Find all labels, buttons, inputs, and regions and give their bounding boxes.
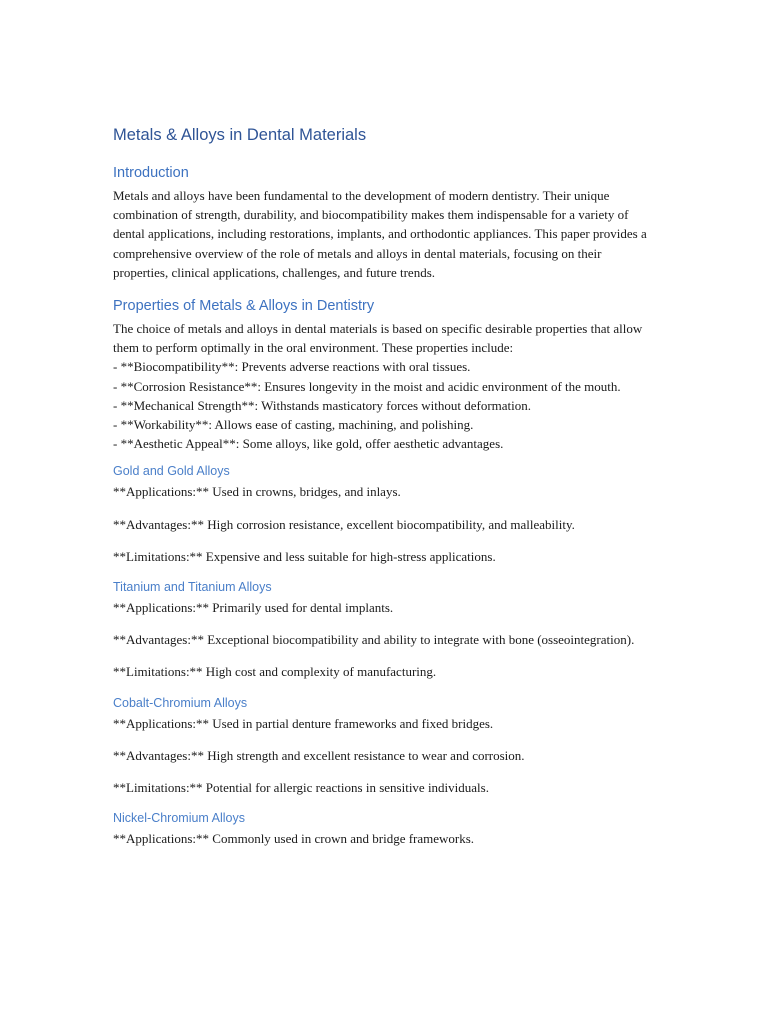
alloy-applications: **Applications:** Commonly used in crown and bridge frameworks. <box>113 831 475 847</box>
alloy-applications: **Applications:** Used in crowns, bridges, and inlays. <box>113 484 401 500</box>
heading-gold-alloys: Gold and Gold Alloys <box>113 464 230 479</box>
property-item: - **Workability**: Allows ease of casting, machining, and polishing. <box>113 417 474 433</box>
properties-intro-text: The choice of metals and alloys in dental materials is based on specific desirable properties that allow them to perform optimally in the oral environment. These properties include: <box>113 321 643 356</box>
heading-titanium-alloys: Titanium and Titanium Alloys <box>113 580 272 595</box>
heading-properties: Properties of Metals & Alloys in Dentistry <box>113 298 375 315</box>
alloy-applications: **Applications:** Used in partial denture frameworks and fixed bridges. <box>113 715 494 731</box>
property-item: - **Mechanical Strength**: Withstands masticatory forces without deformation. <box>113 397 532 413</box>
alloy-limitations: **Limitations:** High cost and complexity of manufacturing. <box>113 664 437 680</box>
properties-paragraph <box>113 319 656 453</box>
property-item: - **Aesthetic Appeal**: Some alloys, like gold, offer aesthetic advantages. <box>113 436 504 452</box>
alloy-advantages: **Advantages:** High corrosion resistance, excellent biocompatibility, and malleability. <box>113 516 575 532</box>
alloy-advantages: **Advantages:** High strength and excellent resistance to wear and corrosion. <box>113 747 525 763</box>
section-cobalt-chromium-alloys <box>113 695 656 798</box>
section-gold-alloys <box>113 463 656 566</box>
document-title: Metals & Alloys in Dental Materials <box>113 126 367 144</box>
section-titanium-alloys <box>113 579 656 682</box>
alloy-limitations: **Limitations:** Potential for allergic reactions in sensitive individuals. <box>113 780 489 796</box>
section-nickel-chromium-alloys <box>113 810 656 848</box>
property-item: - **Corrosion Resistance**: Ensures longevity in the moist and acidic environment of the mouth. <box>113 378 621 394</box>
intro-paragraph: Metals and alloys have been fundamental to the development of modern dentistry. Their unique combination of strength, durability, and biocompatibility makes them indispensable for a variety of dental applications, including restorations, implants, and orthodontic appliances. This paper provides a comprehensive overview of the role of metals and alloys in dental materials, focusing on their properties, clinical applications, challenges, and future trends. <box>113 188 647 280</box>
heading-nickel-chromium-alloys: Nickel-Chromium Alloys <box>113 811 245 826</box>
property-item: - **Biocompatibility**: Prevents adverse reactions with oral tissues. <box>113 359 471 375</box>
section-properties <box>113 296 656 453</box>
alloy-limitations: **Limitations:** Expensive and less suitable for high-stress applications. <box>113 548 496 564</box>
alloy-applications: **Applications:** Primarily used for dental implants. <box>113 600 394 616</box>
alloy-advantages: **Advantages:** Exceptional biocompatibility and ability to integrate with bone (osseointegration). <box>113 632 635 648</box>
heading-introduction: Introduction <box>113 165 189 181</box>
section-introduction <box>113 163 656 282</box>
heading-cobalt-chromium-alloys: Cobalt-Chromium Alloys <box>113 695 248 710</box>
